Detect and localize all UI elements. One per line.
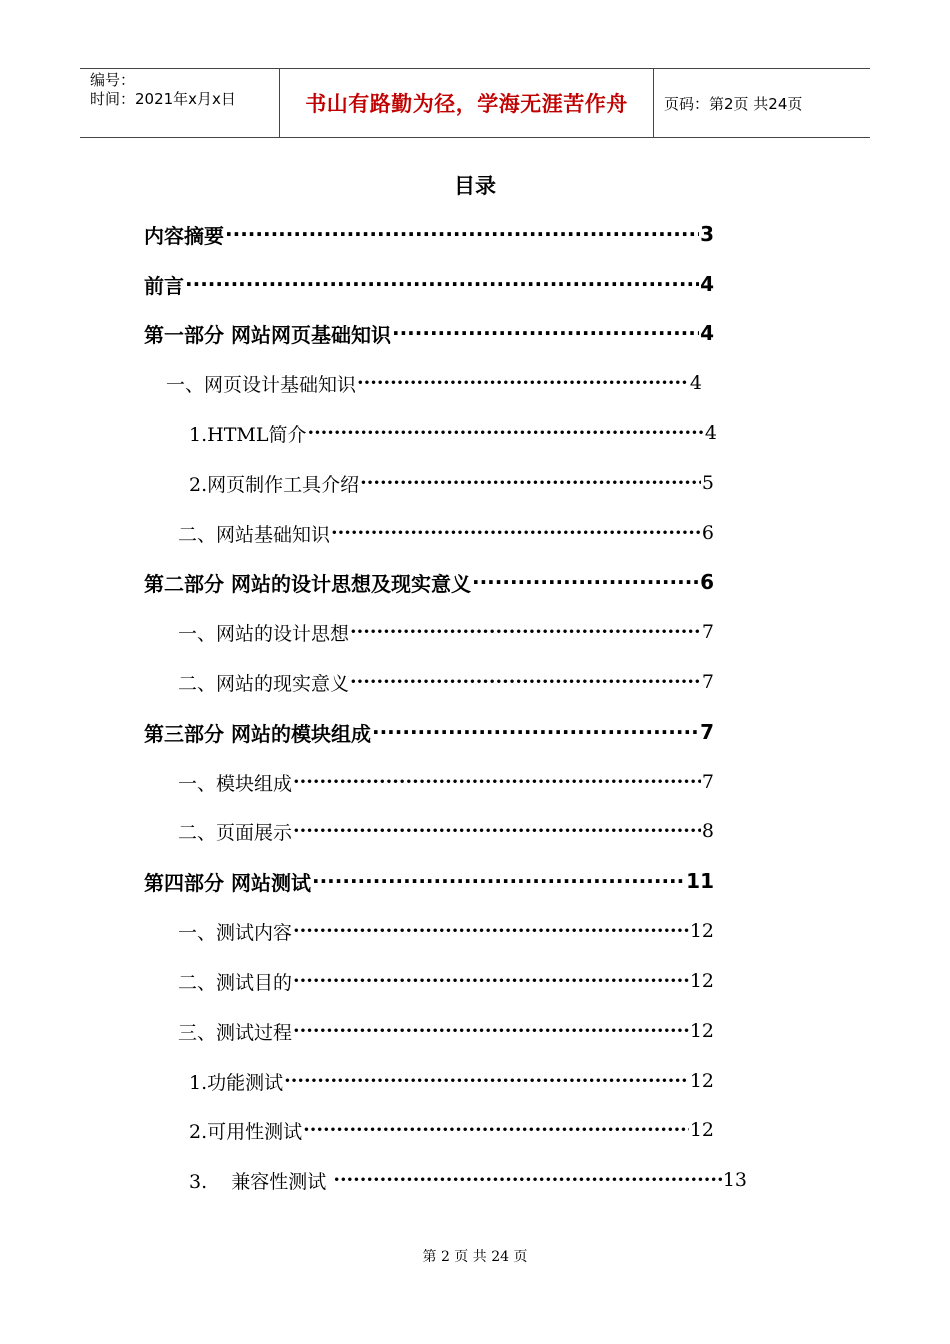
toc-entry[interactable] (189, 1115, 714, 1145)
toc-entry-label: 一、模块组成 (178, 772, 293, 795)
toc-leader-dots (350, 671, 701, 693)
toc-entry[interactable] (189, 1165, 747, 1195)
header-motto: 书山有路勤为径，学海无涯苦作舟 (280, 69, 654, 137)
toc-entry[interactable] (178, 617, 714, 647)
toc-entry-label: 第一部分 网站网页基础知识 (144, 322, 391, 347)
toc-entry-label: 二、测试目的 (178, 971, 293, 994)
toc-entry-page: 4 (700, 321, 714, 345)
toc-leader-dots (312, 869, 685, 893)
page-footer: 第 2 页 共 24 页 (422, 1249, 528, 1265)
document-header (80, 68, 870, 138)
toc-leader-dots (360, 472, 701, 494)
toc-entry-label: 一、网页设计基础知识 (166, 373, 357, 396)
toc-entry-label: 一、网站的设计思想 (178, 622, 350, 645)
toc-leader-dots (293, 970, 689, 992)
toc-entry-page: 7 (701, 771, 714, 793)
header-meta (80, 69, 280, 137)
toc-entry-label: 二、网站基础知识 (178, 523, 331, 546)
toc-entry[interactable] (178, 667, 714, 697)
toc-entry[interactable] (178, 966, 714, 996)
toc-entry-label: 1.HTML简介 (189, 423, 307, 446)
toc-leader-dots (293, 1020, 689, 1042)
header-time-label: 时间：2021年x月x日 (90, 90, 236, 108)
toc-entry-page: 7 (701, 621, 714, 643)
toc-entry[interactable] (144, 269, 714, 299)
toc-entry-label: 三、测试过程 (178, 1021, 293, 1044)
toc-entry-page: 6 (700, 570, 714, 594)
toc-leader-dots (331, 522, 701, 544)
toc-entry-page: 12 (689, 1020, 714, 1042)
toc-entry-label: 内容摘要 (144, 223, 224, 248)
toc-entry[interactable] (144, 219, 714, 249)
toc-entry-label: 1.功能测试 (189, 1071, 284, 1094)
toc-leader-dots (293, 820, 701, 842)
toc-entry-page: 12 (689, 1070, 714, 1092)
toc-entry-page: 12 (689, 1119, 714, 1141)
toc-entry[interactable] (178, 1016, 714, 1046)
toc-entry-page: 13 (722, 1169, 747, 1191)
toc-entry-label: 前言 (144, 273, 184, 298)
toc-entry-label: 第二部分 网站的设计思想及现实意义 (144, 571, 471, 596)
toc-leader-dots (357, 372, 689, 394)
toc-leader-dots (185, 272, 699, 296)
toc-entry[interactable] (166, 368, 702, 398)
toc-entry-page: 3 (700, 222, 714, 246)
toc-entry-label: 一、测试内容 (178, 921, 293, 944)
toc-entry-page: 4 (689, 372, 702, 394)
toc-leader-dots (293, 771, 701, 793)
toc-entry-label: 二、页面展示 (178, 821, 293, 844)
toc-entry[interactable] (189, 418, 717, 448)
toc-leader-dots (307, 422, 703, 444)
toc-entry-page: 12 (689, 970, 714, 992)
toc-leader-dots (303, 1119, 689, 1141)
toc-leader-dots (293, 920, 689, 942)
toc-title: 目录 (454, 174, 496, 198)
toc-entry[interactable] (144, 717, 714, 747)
header-page-info: 页码：第2页 共24页 (664, 94, 803, 113)
toc-entry-label: 2.可用性测试 (189, 1120, 303, 1143)
toc-entry[interactable] (144, 567, 714, 597)
toc-leader-dots (333, 1169, 721, 1191)
toc-entry-label: 2.网页制作工具介绍 (189, 473, 360, 496)
toc-entry-page: 12 (689, 920, 714, 942)
toc-entry-page: 11 (686, 869, 714, 893)
toc-leader-dots (350, 621, 701, 643)
toc-leader-dots (472, 570, 699, 594)
toc-entry[interactable] (178, 767, 714, 797)
toc-entry-label: 3. 兼容性测试 (189, 1170, 333, 1193)
header-number-label: 编号： (90, 71, 136, 89)
toc-entry-page: 4 (704, 422, 717, 444)
toc-entry-page: 4 (700, 272, 714, 296)
toc-entry[interactable] (178, 816, 714, 846)
toc-leader-dots (392, 321, 699, 345)
toc-entry-page: 7 (701, 671, 714, 693)
toc-entry-label: 第四部分 网站测试 (144, 870, 311, 895)
toc-entry-label: 第三部分 网站的模块组成 (144, 721, 371, 746)
toc-entry-page: 7 (700, 720, 714, 744)
toc-leader-dots (284, 1070, 689, 1092)
toc-entry-label: 二、网站的现实意义 (178, 672, 350, 695)
toc-entry[interactable] (189, 1066, 714, 1096)
toc-entry-page: 6 (701, 522, 714, 544)
toc-leader-dots (372, 720, 699, 744)
toc-entry[interactable] (144, 866, 714, 896)
toc-entry[interactable] (189, 468, 714, 498)
toc-entry[interactable] (178, 916, 714, 946)
toc-entry[interactable] (178, 518, 714, 548)
toc-entry-page: 5 (701, 472, 714, 494)
toc-entry-page: 8 (701, 820, 714, 842)
toc-entry[interactable] (144, 318, 714, 348)
toc-leader-dots (225, 222, 699, 246)
